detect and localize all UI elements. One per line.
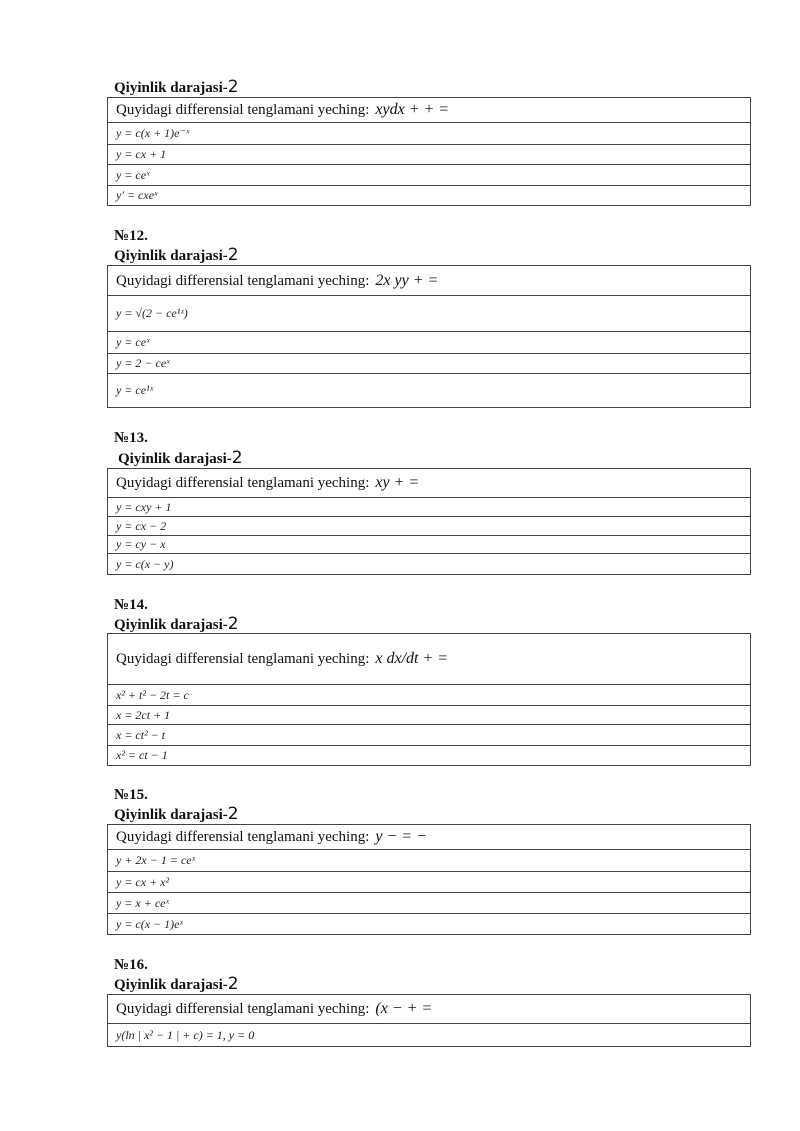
answer-option[interactable]: y = ceˣ: [108, 332, 751, 354]
question-prompt: Quyidagi differensial tenglamani yeching: xy + =: [108, 469, 751, 498]
answer-option[interactable]: y′ = cxeˣ: [108, 186, 751, 206]
difficulty-level-5: Qiyinlik darajasi-2: [114, 804, 239, 824]
question-number: №16.: [114, 957, 148, 973]
answer-option[interactable]: y(ln | x² − 1 | + c) = 1, y = 0: [108, 1024, 751, 1047]
question-table-1: [107, 97, 751, 206]
question-table-2: [107, 265, 751, 408]
answer-option[interactable]: y = x + ceˣ: [108, 893, 751, 914]
answer-option[interactable]: x = 2ct + 1: [108, 706, 751, 725]
question-prompt: Quyidagi differensial tenglamani yeching: 2x yy + =: [108, 266, 751, 296]
answer-option[interactable]: y = √(2 − ce¹ˣ): [108, 296, 751, 332]
answer-option[interactable]: y = 2 − ceˣ: [108, 354, 751, 374]
question-number: №13.: [114, 430, 148, 446]
question-prompt: Quyidagi differensial tenglamani yeching: y − = −: [108, 825, 751, 850]
question-number: №14.: [114, 597, 148, 613]
answer-option[interactable]: x = ct² − t: [108, 725, 751, 746]
answer-option[interactable]: x² = ct − 1: [108, 746, 751, 766]
question-number: №12.: [114, 228, 148, 244]
answer-option[interactable]: y = cx − 2: [108, 517, 751, 536]
answer-option[interactable]: y = cx + 1: [108, 145, 751, 165]
difficulty-level-4: Qiyinlik darajasi-2: [114, 614, 239, 634]
answer-option[interactable]: y = cxy + 1: [108, 498, 751, 517]
difficulty-level-3: Qiyinlik darajasi-2: [118, 448, 243, 468]
answer-option[interactable]: y = ceˣ: [108, 165, 751, 186]
difficulty-level-2: Qiyinlik darajasi-2: [114, 245, 239, 265]
difficulty-level-1: Qiyinlik darajasi-2: [114, 77, 239, 97]
answer-option[interactable]: y = ce¹ˣ: [108, 374, 751, 408]
answer-option[interactable]: y + 2x − 1 = ceˣ: [108, 850, 751, 872]
difficulty-level-6: Qiyinlik darajasi-2: [114, 974, 239, 994]
question-prompt: Quyidagi differensial tenglamani yeching: (x − + =: [108, 995, 751, 1024]
answer-option[interactable]: y = c(x + 1)e⁻ˣ: [108, 123, 751, 145]
question-table-6: [107, 994, 751, 1047]
question-number: №15.: [114, 787, 148, 803]
question-table-5: [107, 824, 751, 935]
answer-option[interactable]: y = c(x − y): [108, 554, 751, 575]
answer-option[interactable]: x² + t² − 2t = c: [108, 685, 751, 706]
answer-option[interactable]: y = cy − x: [108, 536, 751, 554]
answer-option[interactable]: y = cx + x²: [108, 872, 751, 893]
question-table-3: [107, 468, 751, 575]
answer-option[interactable]: y = c(x − 1)eˣ: [108, 914, 751, 935]
question-prompt: Quyidagi differensial tenglamani yeching: xydx + + =: [108, 98, 751, 123]
question-prompt: Quyidagi differensial tenglamani yeching: x dx/dt + =: [108, 634, 751, 685]
question-table-4: [107, 633, 751, 766]
